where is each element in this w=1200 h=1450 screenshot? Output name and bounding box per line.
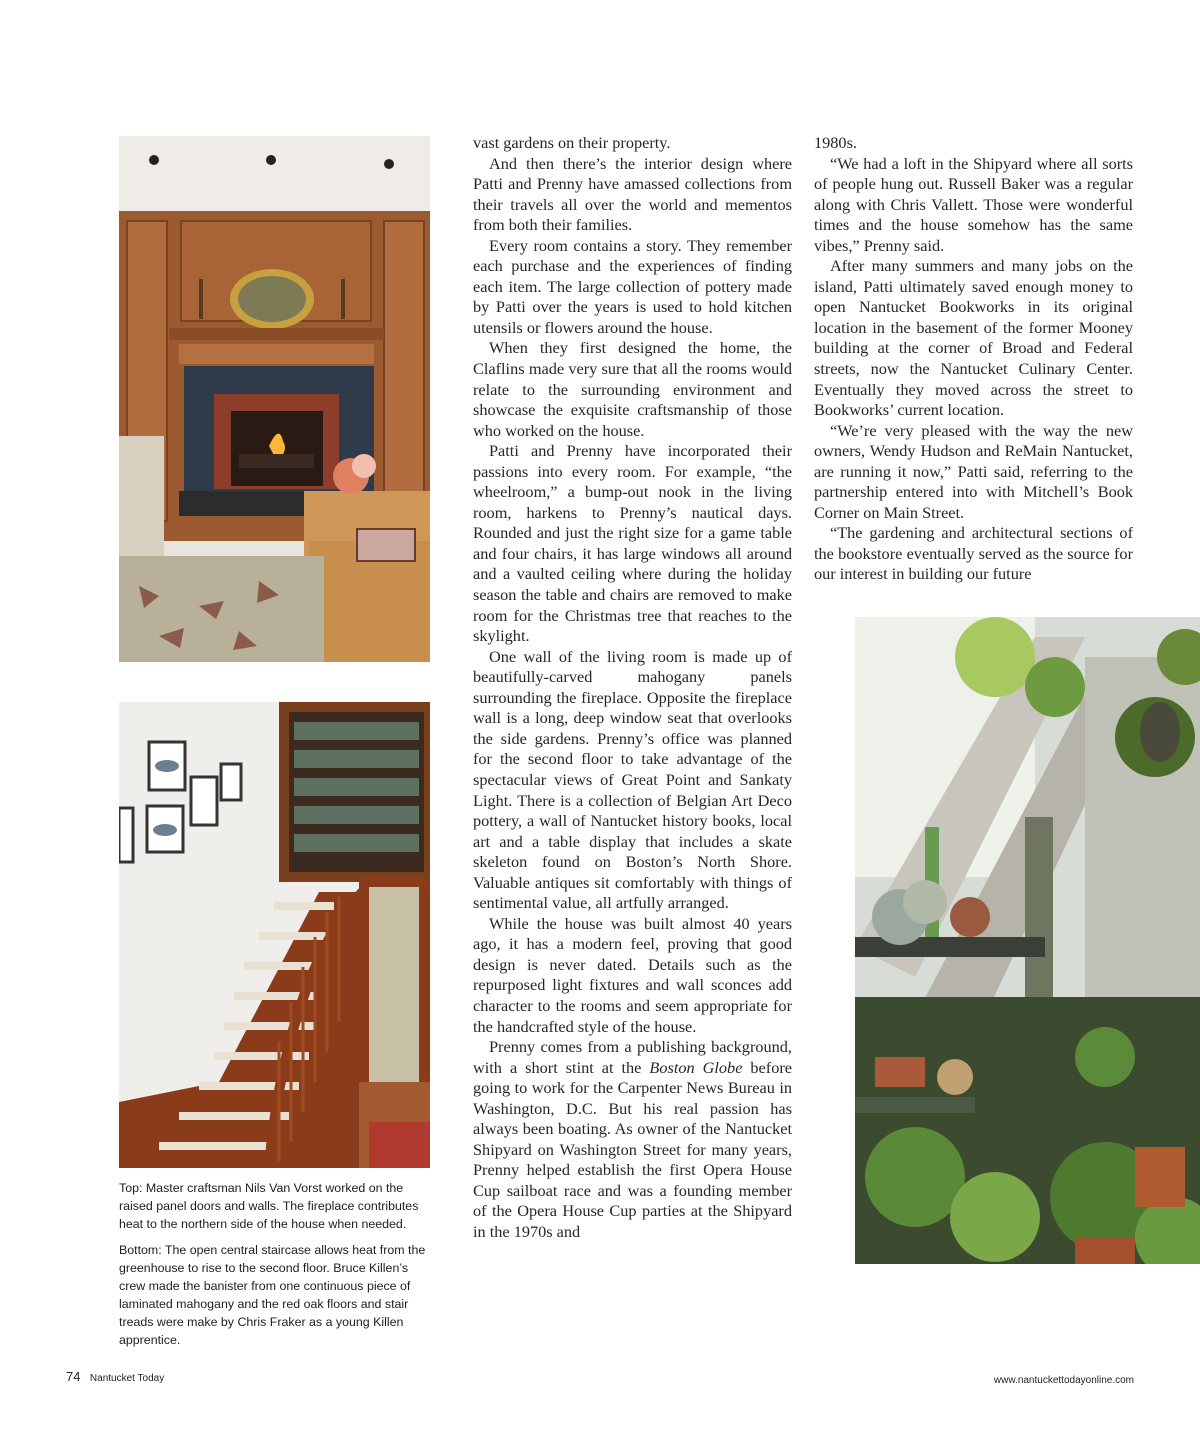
paragraph: And then there’s the interior design where Patti and Prenny have amassed collections from their travels all over the world and mementos from both their families. <box>473 153 792 235</box>
bottom-photo-caption: Bottom: The open central staircase allows heat from the greenhouse to rise to the second floor. Bruce Killen’s crew made the banister from one continuous piece of laminated mahogany and the red oak floors and stair treads were make by Chris Fraker as a young Killen apprentice. <box>119 1243 426 1347</box>
paragraph: vast gardens on their property. <box>473 133 671 152</box>
living-room-illustration <box>119 136 430 662</box>
paragraph: “We’re very pleased with the way the new owners, Wendy Hudson and ReMain Nantucket, are running it now,” Patti said, referring to the partnership entered into with Mitchell’s Book Corner on Main Street. <box>814 420 1133 522</box>
page-footer-right <box>994 1370 1134 1388</box>
staircase-illustration <box>119 702 430 1168</box>
paragraph: 1980s. <box>814 133 857 152</box>
photo-captions <box>119 1179 431 1357</box>
text-run: before going to work for the Carpenter News Bureau in Washington, D.C. But his real passion has always been boating. As owner of the Nantucket Shipyard on Washington Street for many years, Prenny helped establish the first Opera House Cup sailboat race and was a founding member of the Opera House Cup parties at the Shipyard in the 1970s and <box>473 1057 792 1241</box>
top-photo-caption: Top: Master craftsman Nils Van Vorst worked on the raised panel doors and walls. The fireplace contributes heat to the northern side of the house when needed. <box>119 1181 419 1231</box>
page-footer-left <box>66 1368 164 1386</box>
paragraph: One wall of the living room is made up of beautifully-carved mahogany panels surrounding the fireplace. Opposite the fireplace wall is a long, deep window seat that overlooks the side gardens. Prenny’s office was planned for the second floor to take advantage of the spectacular views of Great Point and Sankaty Light. There is a collection of Belgian Art Deco pottery, a wall of Nantucket history books, local art and a table display that includes a skate skeleton found on Boston’s North Shore. Valuable antiques sit comfortably with things of sentimental value, all artfully arranged. <box>473 646 792 913</box>
publication-name: Boston Globe <box>649 1057 743 1077</box>
page-number: 74 <box>66 1369 81 1384</box>
greenhouse-photo <box>855 617 1200 1264</box>
paragraph: “The gardening and architectural sections of the bookstore eventually served as the source for our interest in building our future <box>814 523 1133 584</box>
paragraph: “We had a loft in the Shipyard where all sorts of people hung out. Russell Baker was a regular along with Chris Vallett. Those were wonderful times and the house somehow has the same vibes,” Prenny said. <box>814 153 1133 255</box>
paragraph: While the house was built almost 40 years ago, it has a modern feel, proving that good design is never dated. Details such as the repurposed light fixtures and wall sconces add character to the rooms and seem appropriate for the handcrafted style of the house. <box>473 913 792 1036</box>
paragraph: Patti and Prenny have incorporated their passions into every room. For example, “the wheelroom,” a bump-out nook in the living room, harkens to Prenny’s nautical days. Rounded and just the right size for a game table and four chairs, it has large windows all around and a vaulted ceiling where during the holiday season the table and chairs are removed to make room for the Christmas tree that reaches to the skylight. <box>473 441 792 646</box>
paragraph <box>473 1037 792 1242</box>
living-room-photo <box>119 136 430 662</box>
website-url[interactable]: www.nantuckettodayonline.com <box>993 1375 1134 1386</box>
magazine-name: Nantucket Today <box>89 1373 165 1384</box>
paragraph: When they first designed the home, the Claflins made very sure that all the rooms would relate to the surrounding environment and showcase the exquisite craftsmanship of those who worked on the house. <box>473 338 792 440</box>
staircase-photo <box>119 702 430 1168</box>
paragraph: After many summers and many jobs on the island, Patti ultimately saved enough money to open Nantucket Bookworks in its original location in the basement of the former Mooney building at the corner of Broad and Federal streets, now the Nantucket Culinary Center. Eventually they moved across the street to Bookworks’ current location. <box>814 256 1133 420</box>
text-run: Prenny comes from a publishing background, with a short stint at the <box>473 1037 792 1077</box>
greenhouse-illustration <box>855 617 1200 1264</box>
article-column-1 <box>473 133 792 1243</box>
article-column-2 <box>814 133 1133 585</box>
paragraph: Every room contains a story. They remember each purchase and the experiences of finding each item. The large collection of pottery made by Patti over the years is used to hold kitchen utensils or flowers around the house. <box>473 235 792 337</box>
